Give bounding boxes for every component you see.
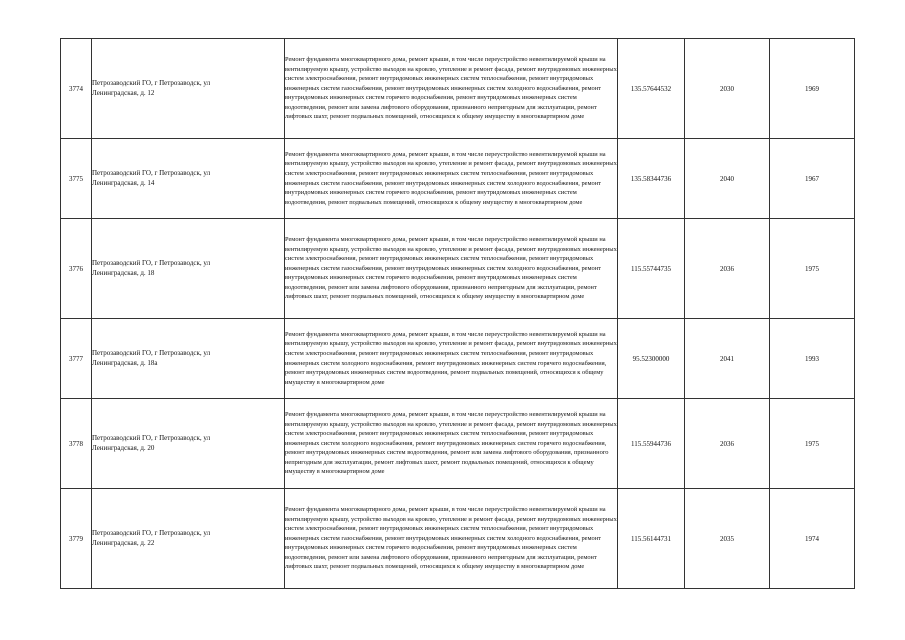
planned-year: 2035 xyxy=(685,489,770,589)
address-line: Петрозаводский ГО, г Петрозаводск, ул xyxy=(92,169,211,178)
planned-year: 2030 xyxy=(685,39,770,139)
repair-program-table xyxy=(60,38,855,589)
built-year: 1969 xyxy=(770,39,855,139)
address-line: Ленинградская, д. 22 xyxy=(92,538,155,547)
planned-year: 2040 xyxy=(685,139,770,219)
repair-works: Ремонт фундамента многоквартирного дома, ремонт крыши, в том числе переустройство невентилируемой крыши на вентилируемую крышу, устройство выходов на кровлю, утепление и ремонт фасада, ремонт внутридомовых инженерных систем электроснабжения, ремонт внутридомовых инженерных систем теплоснабжения, ремонт внутридомовых инженерных систем газоснабжения, ремонт внутридомовых инженерных систем холодного водоснабжения, ремонт внутридомовых инженерных систем горячего водоснабжения, ремонт внутридомовых инженерных систем водоотведения, ремонт или замена лифтового оборудования, признанного непригодным для эксплуатации, ремонт лифтовых шахт, ремонт подвальных помещений, относящихся к общему имуществу в многоквартирном доме xyxy=(285,39,618,139)
table-row xyxy=(61,399,855,489)
address-line: Петрозаводский ГО, г Петрозаводск, ул xyxy=(92,529,211,538)
house-address xyxy=(92,489,285,589)
cost-value: 135.57644532 xyxy=(618,39,685,139)
house-address xyxy=(92,319,285,399)
row-number: 3779 xyxy=(61,489,92,589)
repair-works: Ремонт фундамента многоквартирного дома, ремонт крыши, в том числе переустройство невентилируемой крыши на вентилируемую крышу, устройство выходов на кровлю, утепление и ремонт фасада, ремонт внутридомовых инженерных систем электроснабжения, ремонт внутридомовых инженерных систем теплоснабжения, ремонт внутридомовых инженерных систем газоснабжения, ремонт внутридомовых инженерных систем холодного водоснабжения, ремонт внутридомовых инженерных систем горячего водоснабжения, ремонт внутридомовых инженерных систем водоотведения, ремонт или замена лифтового оборудования, признанного непригодным для эксплуатации, ремонт лифтовых шахт, ремонт подвальных помещений, относящихся к общему имуществу в многоквартирном доме xyxy=(285,219,618,319)
row-number: 3774 xyxy=(61,39,92,139)
built-year: 1967 xyxy=(770,139,855,219)
address-line: Ленинградская, д. 18а xyxy=(92,358,158,367)
built-year: 1993 xyxy=(770,319,855,399)
house-address xyxy=(92,399,285,489)
address-line: Ленинградская, д. 18 xyxy=(92,268,155,277)
built-year: 1975 xyxy=(770,219,855,319)
cost-value: 135.58344736 xyxy=(618,139,685,219)
address-line: Петрозаводский ГО, г Петрозаводск, ул xyxy=(92,434,211,443)
cost-value: 115.55744735 xyxy=(618,219,685,319)
address-line: Ленинградская, д. 20 xyxy=(92,443,155,452)
repair-works: Ремонт фундамента многоквартирного дома, ремонт крыши, в том числе переустройство невентилируемой крыши на вентилируемую крышу, устройство выходов на кровлю, утепление и ремонт фасада, ремонт внутридомовых инженерных систем электроснабжения, ремонт внутридомовых инженерных систем теплоснабжения, ремонт внутридомовых инженерных систем холодного водоснабжения, ремонт внутридомовых инженерных систем горячего водоснабжения, ремонт внутридомовых инженерных систем водоотведения, ремонт подвальных помещений, относящихся к общему имуществу в многоквартирном доме xyxy=(285,319,618,399)
built-year: 1975 xyxy=(770,399,855,489)
row-number: 3775 xyxy=(61,139,92,219)
built-year: 1974 xyxy=(770,489,855,589)
planned-year: 2041 xyxy=(685,319,770,399)
table-row xyxy=(61,319,855,399)
row-number: 3777 xyxy=(61,319,92,399)
address-line: Ленинградская, д. 12 xyxy=(92,88,155,97)
table-row xyxy=(61,219,855,319)
table-row xyxy=(61,139,855,219)
cost-value: 115.55944736 xyxy=(618,399,685,489)
row-number: 3778 xyxy=(61,399,92,489)
planned-year: 2036 xyxy=(685,399,770,489)
cost-value: 115.56144731 xyxy=(618,489,685,589)
repair-works: Ремонт фундамента многоквартирного дома, ремонт крыши, в том числе переустройство невентилируемой крыши на вентилируемую крышу, устройство выходов на кровлю, утепление и ремонт фасада, ремонт внутридомовых инженерных систем электроснабжения, ремонт внутридомовых инженерных систем теплоснабжения, ремонт внутридомовых инженерных систем холодного водоснабжения, ремонт внутридомовых инженерных систем горячего водоснабжения, ремонт внутридомовых инженерных систем водоотведения, ремонт или замена лифтового оборудования, признанного непригодным для эксплуатации, ремонт лифтовых шахт, ремонт подвальных помещений, относящихся к общему имуществу в многоквартирном доме xyxy=(285,399,618,489)
house-address xyxy=(92,139,285,219)
address-line: Петрозаводский ГО, г Петрозаводск, ул xyxy=(92,349,211,358)
cost-value: 95.52300000 xyxy=(618,319,685,399)
repair-works: Ремонт фундамента многоквартирного дома, ремонт крыши, в том числе переустройство невентилируемой крыши на вентилируемую крышу, устройство выходов на кровлю, утепление и ремонт фасада, ремонт внутридомовых инженерных систем электроснабжения, ремонт внутридомовых инженерных систем теплоснабжения, ремонт внутридомовых инженерных систем газоснабжения, ремонт внутридомовых инженерных систем холодного водоснабжения, ремонт внутридомовых инженерных систем горячего водоснабжения, ремонт внутридомовых инженерных систем водоотведения, ремонт или замена лифтового оборудования, признанного непригодным для эксплуатации, ремонт лифтовых шахт, ремонт подвальных помещений, относящихся к общему имуществу в многоквартирном доме xyxy=(285,489,618,589)
house-address xyxy=(92,219,285,319)
table-row xyxy=(61,39,855,139)
planned-year: 2036 xyxy=(685,219,770,319)
address-line: Петрозаводский ГО, г Петрозаводск, ул xyxy=(92,79,211,88)
repair-works: Ремонт фундамента многоквартирного дома, ремонт крыши, в том числе переустройство невентилируемой крыши на вентилируемую крышу, устройство выходов на кровлю, утепление и ремонт фасада, ремонт внутридомовых инженерных систем электроснабжения, ремонт внутридомовых инженерных систем теплоснабжения, ремонт внутридомовых инженерных систем газоснабжения, ремонт внутридомовых инженерных систем холодного водоснабжения, ремонт внутридомовых инженерных систем горячего водоснабжения, ремонт внутридомовых инженерных систем водоотведения, ремонт подвальных помещений, относящихся к общему имуществу в многоквартирном доме xyxy=(285,139,618,219)
table-row xyxy=(61,489,855,589)
house-address xyxy=(92,39,285,139)
row-number: 3776 xyxy=(61,219,92,319)
address-line: Ленинградская, д. 14 xyxy=(92,178,155,187)
address-line: Петрозаводский ГО, г Петрозаводск, ул xyxy=(92,259,211,268)
